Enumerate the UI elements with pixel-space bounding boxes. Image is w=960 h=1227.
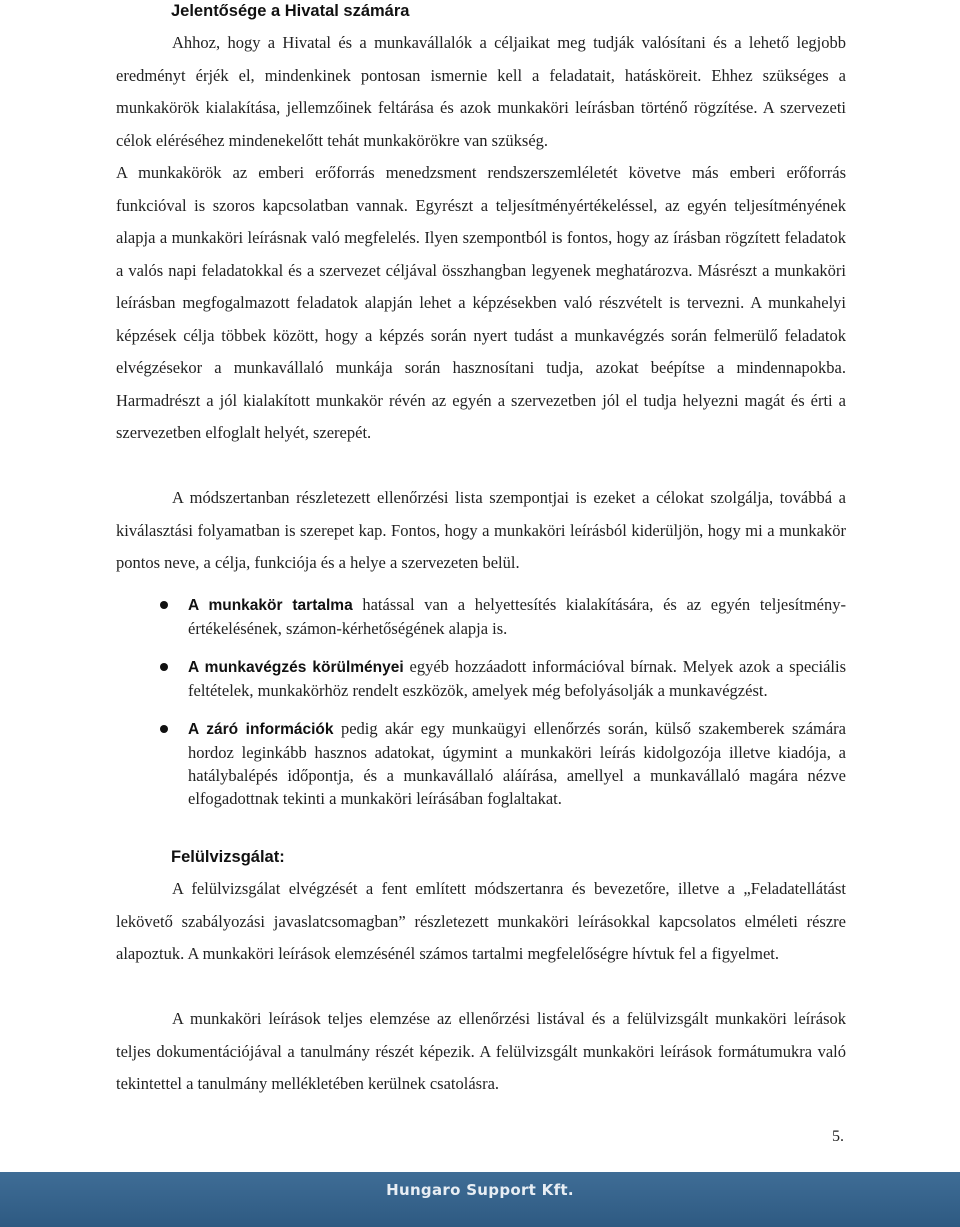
list-item-bold: A munkavégzés körülményei	[188, 659, 404, 676]
paragraph	[116, 1003, 846, 1101]
paragraph	[116, 27, 846, 157]
paragraph	[116, 873, 846, 971]
bullet-icon	[160, 601, 168, 609]
list-item-text: egyéb hozzáadott információval bírnak. Melyek azok a speciális feltételek, munkakörhöz rendelt eszközök, amelyek még befolyásolják a munkavégzést.	[188, 657, 846, 700]
list-item	[116, 717, 846, 810]
paragraph-text: A módszertanban részletezett ellenőrzési lista szempontjai is ezeket a célokat szolgálja, továbbá a kiválasztási folyamatban is szerepet kap. Fontos, hogy a munkaköri leírásból kiderüljön, hogy mi a munkakör pontos neve, a célja, funkciója és a helye a szervezeten belül.	[116, 488, 846, 572]
paragraph	[116, 482, 846, 580]
section-heading-review: Felülvizsgálat:	[171, 848, 285, 866]
list-item-bold: A munkakör tartalma	[188, 597, 353, 614]
bullet-icon	[160, 663, 168, 671]
list-item	[116, 593, 846, 640]
paragraph-text: A munkaköri leírások teljes elemzése az ellenőrzési listával és a felülvizsgált munkaköri leírások teljes dokumentációjával a tanulmány részét képezik. A felülvizsgált munkaköri leírások formátumukra való tekintettel a tanulmány mellékletében kerülnek csatolásra.	[116, 1009, 846, 1093]
paragraph-text: Ahhoz, hogy a Hivatal és a munkavállalók a céljaikat meg tudják valósítani és a lehető legjobb eredményt érjék el, mindenkinek pontosan ismernie kell a feladatait, hatásköreit. Ehhez szükséges a munkakörök kialakítása, jellemzőinek feltárása és azok munkaköri leírásban történő rögzítése. A szervezeti célok eléréséhez mindenekelőtt tehát munkakörökre van szükség.	[116, 33, 846, 150]
list-item-text: pedig akár egy munkaügyi ellenőrzés során, külső szakemberek számára hordoz leginkább hasznos adatokat, úgymint a munkaköri leírás kidolgozója illetve kiadója, a hatálybalépés időpontja, és a munkavállaló aláírása, amellyel a munkavállaló magára nézve elfogadottnak tekinti a munkaköri leírásában foglaltakat.	[188, 719, 846, 808]
footer-bar	[0, 1172, 960, 1227]
bullet-list	[116, 593, 846, 825]
page-number: 5.	[832, 1128, 844, 1145]
list-item	[116, 655, 846, 702]
bullet-icon	[160, 725, 168, 733]
list-item-text: hatással van a helyettesítés kialakítására, és az egyén teljesítmény-értékelésének, számon-kérhetőségének alapja is.	[188, 595, 846, 638]
paragraph	[116, 157, 846, 450]
paragraph-text: A munkakörök az emberi erőforrás menedzsment rendszerszemléletét követve más emberi erőforrás funkcióval is szoros kapcsolatban vannak. Egyrészt a teljesítményértékeléssel, az egyén teljesítményének alapja a munkaköri leírásnak való megfelelés. Ilyen szempontból is fontos, hogy az írásban rögzített feladatok a valós napi feladatokkal és a szervezet céljával összhangban legyenek meghatározva. Másrészt a munkaköri leírásban megfogalmazott feladatok alapján lehet a képzésekben való részvételt is tervezni. A munkahelyi képzések célja többek között, hogy a képzés során nyert tudást a munkavégzés során felmerülő feladatok elvégzésekor a munkavállaló munkája során hasznosítani tudja, azokat beépítse a mindennapokba. Harmadrészt a jól kialakított munkakör révén az egyén a szervezetben jól el tudja helyezni magát és érti a szervezetben elfoglalt helyét, szerepét.	[116, 163, 846, 442]
section-heading-significance: Jelentősége a Hivatal számára	[171, 2, 410, 20]
paragraph-text: A felülvizsgálat elvégzését a fent említett módszertanra és bevezetőre, illetve a „Feladatellátást lekövető szabályozási javaslatcsomagban” részletezett munkaköri leírásokkal kapcsolatos elméleti részre alapoztuk. A munkaköri leírások elemzésénél számos tartalmi megfelelőségre hívtuk fel a figyelmet.	[116, 879, 846, 963]
footer-company-logo: Hungaro Support Kft.	[386, 1181, 574, 1199]
list-item-bold: A záró információk	[188, 721, 334, 738]
